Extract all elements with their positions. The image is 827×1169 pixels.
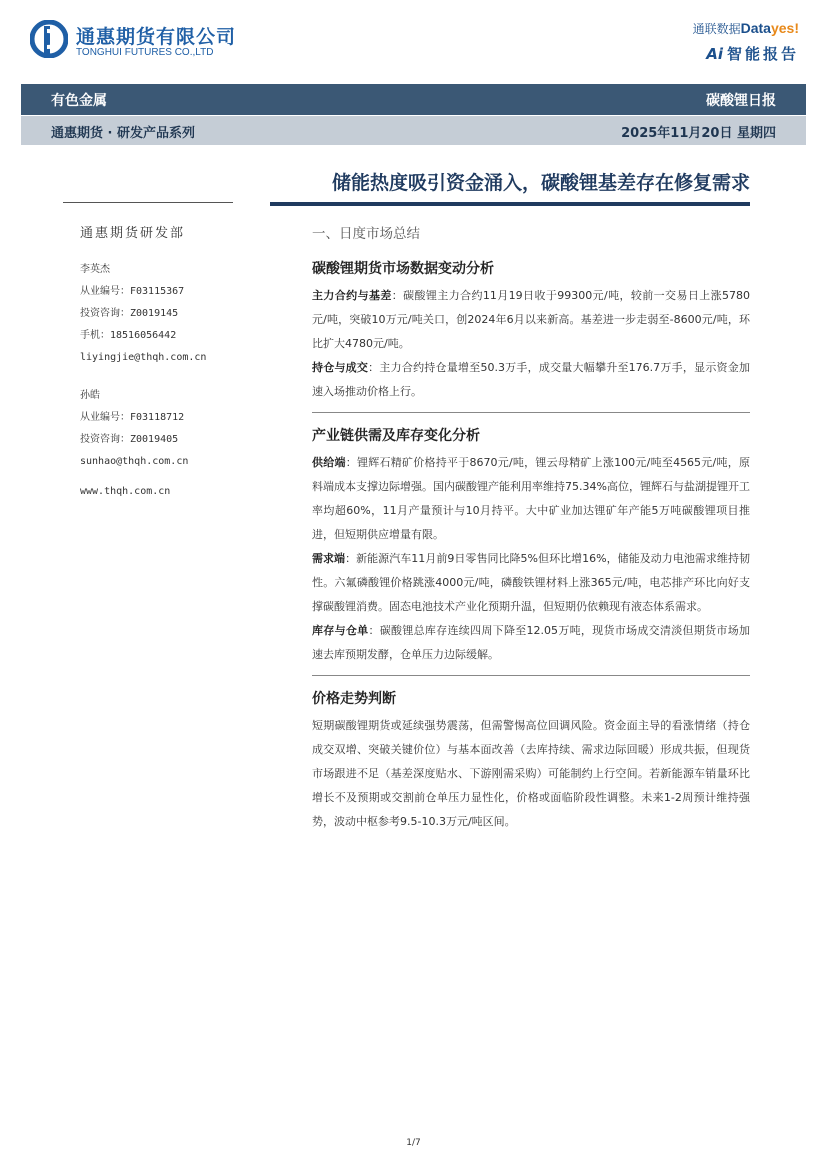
analyst1-phone: 手机：18516056442 — [80, 330, 177, 341]
series-bar — [21, 116, 806, 145]
department-name: 通惠期货研发部 — [80, 226, 186, 241]
brand-line — [693, 20, 799, 37]
block2-para2 — [312, 547, 750, 619]
company-logo-icon — [30, 20, 68, 58]
analyst1-email[interactable]: liyingjie@thqh.com.cn — [80, 352, 207, 363]
block1-heading: 碳酸锂期货市场数据变动分析 — [312, 261, 494, 277]
block2-para3-label: 库存与仓单 — [312, 624, 369, 637]
company-logo — [30, 20, 280, 62]
datayes-brand — [693, 20, 799, 64]
report-date: 2025年11月20日 星期四 — [621, 126, 776, 141]
analyst1-license: 从业编号：F03115367 — [80, 286, 185, 297]
block2-para1-label: 供给端 — [312, 456, 346, 469]
analyst2-license: 从业编号：F03118712 — [80, 412, 185, 423]
ai-logo-icon: Ai — [706, 45, 723, 63]
report-title: 储能热度吸引资金涌入，碳酸锂基差存在修复需求 — [331, 172, 750, 194]
block2-heading: 产业链供需及库存变化分析 — [312, 428, 480, 444]
sector-label: 有色金属 — [51, 93, 107, 109]
brand-cn: 通联数据 — [692, 22, 741, 36]
analyst2-consult: 投资咨询：Z0019405 — [80, 434, 179, 445]
block-divider — [312, 412, 750, 413]
block1-para2-text: ：主力合约持仓量增至50.3万手，成交量大幅攀升至176.7万手，显示资金加速入场推动价格上行。 — [312, 361, 751, 398]
brand-report: 智能报告 — [726, 45, 799, 63]
ai-report-label — [693, 43, 799, 64]
block3-heading: 价格走势判断 — [312, 691, 396, 707]
website-link[interactable]: www.thqh.com.cn — [80, 486, 171, 497]
brand-data: Data — [740, 20, 771, 36]
company-name-en: TONGHUI FUTURES CO.,LTD — [76, 47, 214, 58]
series-label: 通惠期货 · 研发产品系列 — [51, 126, 195, 141]
block2-para2-label: 需求端 — [312, 552, 346, 565]
analyst-sidebar — [80, 222, 280, 503]
block2-para1 — [312, 451, 750, 547]
analyst1-consult: 投资咨询：Z0019145 — [80, 308, 179, 319]
block1-para1-text: ：碳酸锂主力合约11月19日收于99300元/吨，较前一交易日上涨5780元/吨，突破10万元/吨关口，创2024年6月以来新高。基差进一步走弱至-8600元/吨，环比扩大4780元/吨。 — [312, 289, 751, 350]
title-divider — [270, 202, 750, 206]
section-heading: 一、日度市场总结 — [312, 226, 420, 242]
report-body — [312, 222, 750, 834]
block1-para1-label: 主力合约与基差 — [312, 289, 392, 302]
company-name-cn: 通惠期货有限公司 — [76, 26, 237, 48]
block2-para3-text: ：碳酸锂总库存连续四周下降至12.05万吨，现货市场成交清淡但期货市场加速去库预期发酵，仓单压力边际缓解。 — [312, 624, 750, 661]
analyst2-email[interactable]: sunhao@thqh.com.cn — [80, 456, 189, 467]
page-number: 1/7 — [406, 1138, 421, 1148]
block3-para: 短期碳酸锂期货或延续强势震荡，但需警惕高位回调风险。资金面主导的看涨情绪（持仓成交双增、突破关键价位）与基本面改善（去库持续、需求边际回暖）形成共振，但现货市场跟进不足（基差深度贴水、下游刚需采购）可能制约上行空间。若新能源车销量环比增长不及预期或交割前仓单压力显性化，价格或面临阶段性调整。未来1-2周预计维持强势，波动中枢参考9.5-10.3万元/吨区间。 — [312, 719, 750, 828]
sector-bar — [21, 84, 806, 115]
block1-para1 — [312, 284, 750, 356]
analyst1-name: 李英杰 — [80, 264, 110, 275]
sidebar-divider — [63, 202, 233, 203]
analyst2-name: 孙皓 — [80, 390, 100, 401]
brand-yes: yes! — [770, 20, 799, 36]
block1-para2 — [312, 356, 750, 404]
block2-para3 — [312, 619, 750, 667]
block-divider — [312, 675, 750, 676]
block2-para2-text: ：新能源汽车11月前9日零售同比降5%但环比增16%，储能及动力电池需求维持韧性。六氟磷酸锂价格跳涨4000元/吨，磷酸铁锂材料上涨365元/吨，电芯排产环比向好支撑碳酸锂消费。固态电池技术产业化预期升温，但短期仍依赖现有液态体系需求。 — [312, 552, 750, 613]
block2-para1-text: ：锂辉石精矿价格持平于8670元/吨，锂云母精矿上涨100元/吨至4565元/吨，原料端成本支撑边际增强。国内碳酸锂产能利用率维持75.34%高位，锂辉石与盐湖提锂开工率均超60%，11月产量预计与10月持平。大中矿业加达锂矿年产能5万吨碳酸锂项目推进，但短期供应增量有限。 — [312, 456, 750, 541]
block1-para2-label: 持仓与成交 — [312, 361, 369, 374]
report-type-label: 碳酸锂日报 — [706, 93, 776, 109]
